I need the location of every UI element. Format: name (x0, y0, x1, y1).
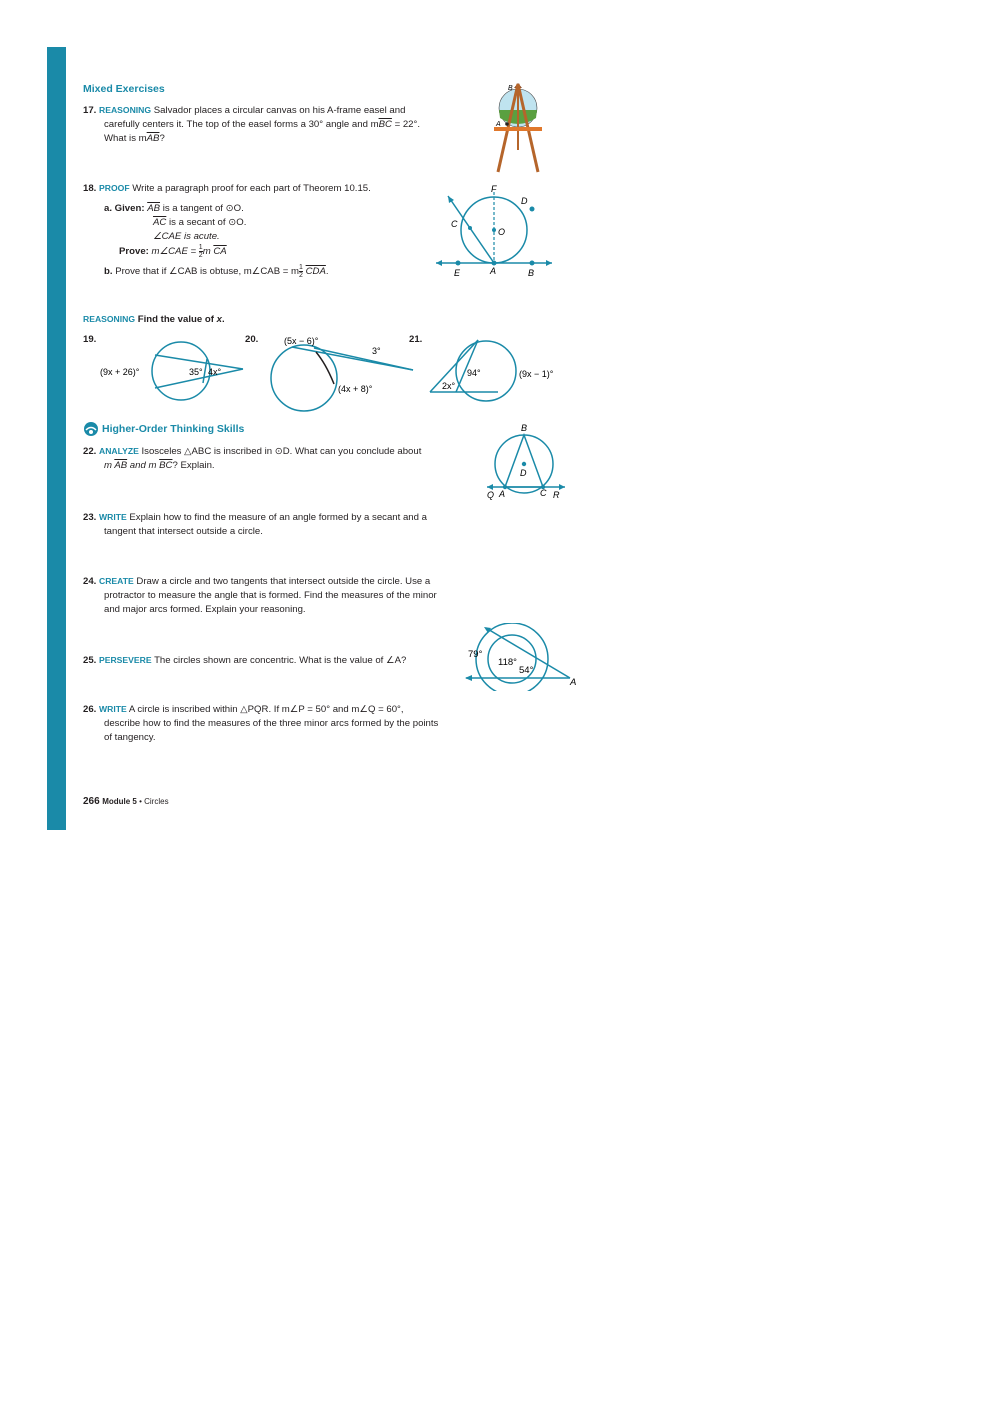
problem-text: Write a paragraph proof for each part of Theorem 10.15. (132, 183, 371, 194)
problem-tag: CREATE (99, 576, 134, 586)
problem-text: carefully centers it. The top of the easel forms a 30° angle and m (104, 119, 379, 130)
problem-17 (83, 103, 483, 146)
point-d (522, 462, 526, 466)
problem-number: 22. (83, 446, 97, 457)
part-b-end: . (325, 266, 329, 278)
sidebar-stripe (47, 47, 66, 830)
given-text: is a secant of ⊙O. (169, 217, 247, 228)
given-text: is a tangent of ⊙O. (162, 203, 244, 214)
label-a: A (490, 266, 497, 276)
fraction-top: 1 (198, 244, 203, 251)
problem-number: 17. (83, 105, 97, 116)
given-text: ∠CAE is acute. (153, 231, 220, 242)
ray-ac: $\overline{AC}$ (153, 217, 167, 228)
prove-text: m∠CAE = (151, 246, 199, 258)
problem-tag: WRITE (99, 512, 127, 522)
label-a: A (570, 677, 577, 688)
figure-19 (95, 332, 250, 412)
arrow-icon (448, 196, 454, 203)
problem-text: and m (127, 460, 160, 471)
module-label: Module 5 (102, 797, 137, 806)
reasoning-var: x (216, 314, 222, 325)
problem-text: The circles shown are concentric. What is the value of ∠A? (154, 655, 407, 666)
label-d: D (520, 468, 527, 478)
arrow-left-icon (436, 260, 442, 266)
label-c: C (540, 488, 547, 498)
label-b: B (508, 85, 513, 92)
label-a: A (499, 489, 506, 499)
problem-tag: REASONING (99, 105, 152, 115)
problem-text: and major arcs formed. Explain your reasoning. (104, 604, 306, 615)
label-r: R (553, 490, 560, 500)
hots-title: Higher-Order Thinking Skills (102, 423, 245, 435)
arc-highlight (316, 352, 334, 384)
problem-number: 25. (83, 655, 97, 666)
label-b: B (521, 423, 528, 433)
problem-text: tangent that intersect outside a circle. (104, 526, 263, 537)
arc-bc: $\overline{BC}$ (159, 460, 173, 471)
secant-2 (314, 348, 413, 370)
circle (271, 345, 337, 411)
label-o: O (498, 227, 506, 237)
prove-text: m (202, 246, 211, 258)
reasoning-text: Find the value of (137, 314, 217, 325)
easel-shelf (494, 127, 542, 131)
part-b-label: b. (104, 266, 113, 278)
problem-tag: WRITE (99, 704, 127, 714)
label-q: Q (487, 490, 495, 500)
arrow-right-icon (546, 260, 552, 266)
easel-figure (490, 80, 550, 175)
hots-header (83, 421, 244, 437)
footer-separator: • (136, 797, 145, 806)
prove-label: Prove: (119, 246, 149, 258)
reasoning-header (83, 312, 225, 327)
problem-26 (83, 702, 503, 745)
point-a (505, 122, 509, 126)
label-f: F (491, 184, 497, 194)
problem-tag: PROOF (99, 183, 130, 193)
label-b: B (528, 268, 535, 278)
point-o (492, 228, 496, 232)
label-2x: 2x° (442, 381, 456, 391)
label-3: 3° (372, 346, 381, 356)
given-label: a. Given: (104, 203, 145, 214)
triangle-abc (505, 435, 543, 487)
part-b-text: Prove that if ∠CAB is obtuse, m∠CAB = m (115, 266, 300, 278)
problem-text: m (104, 460, 115, 471)
point-a (492, 261, 497, 266)
problem-number: 24. (83, 576, 97, 587)
point-b (530, 261, 535, 266)
problem-18 (83, 181, 443, 279)
problem-22 (83, 444, 483, 473)
figure-22 (483, 420, 573, 502)
arc-ab: $\overline{AB}$ (146, 133, 160, 144)
arc-bc: $\overline{BC}$ (378, 119, 392, 130)
label-c: C (451, 219, 458, 229)
problem-text: Draw a circle and two tangents that intersect outside the circle. Use a (136, 576, 431, 587)
problem-text: A circle is inscribed within △PQR. If m∠P = 50° and m∠Q = 60°, (128, 704, 404, 715)
label-9x26: (9x + 26)° (100, 367, 140, 377)
figure-20 (262, 332, 417, 414)
fraction-top: 1 (299, 264, 303, 272)
problem-25 (83, 653, 463, 668)
point-d (530, 207, 535, 212)
reasoning-end: . (221, 314, 225, 325)
problem-text: ? (159, 133, 165, 144)
page-number: 266 (83, 796, 100, 807)
label-4x: 4x° (208, 367, 222, 377)
arrow-left-icon (465, 675, 472, 681)
arc-ab: $\overline{AB}$ (114, 460, 128, 471)
hots-icon (83, 421, 99, 437)
problem-text: describe how to find the measures of the three minor arcs formed by the points (104, 718, 439, 729)
problem-text: What is m (104, 133, 147, 144)
problem-text: Isosceles △ABC is inscribed in ⊙D. What can you conclude about (141, 446, 422, 457)
problem-text: protractor to measure the angle that is formed. Find the measures of the minor (104, 590, 437, 601)
label-94: 94° (467, 368, 481, 378)
label-35: 35° (189, 367, 203, 377)
label-118: 118° (498, 657, 517, 668)
label-9x-1: (9x − 1)° (519, 369, 554, 379)
problem-text: ? Explain. (172, 460, 215, 471)
figure-18 (430, 180, 560, 280)
section-title: Mixed Exercises (83, 83, 165, 95)
label-e: E (454, 268, 461, 278)
label-a: A (496, 121, 501, 128)
problem-23 (83, 510, 493, 539)
label-d: D (521, 196, 528, 206)
figure-21 (428, 332, 568, 412)
figure-19-number: 19. (83, 334, 97, 345)
problem-text: Explain how to find the measure of an angle formed by a secant and a (129, 512, 427, 523)
problem-text: of tangency. (104, 732, 156, 743)
label-54: 54° (519, 665, 534, 676)
arc-ca: $\overline{CA}$ (213, 246, 227, 258)
figure-21-number: 21. (409, 334, 423, 345)
line-ab: $\overline{AB}$ (147, 203, 161, 214)
problem-number: 26. (83, 704, 97, 715)
label-4x8: (4x + 8)° (338, 384, 373, 394)
fraction-bottom: 2 (299, 272, 303, 280)
figure-20-number: 20. (245, 334, 259, 345)
problem-text: = 22°. (391, 119, 421, 130)
point-e (456, 261, 461, 266)
problem-tag: PERSEVERE (99, 655, 152, 665)
problem-number: 18. (83, 183, 97, 194)
problem-24 (83, 574, 503, 617)
figure-25 (462, 623, 582, 691)
problem-text: Salvador places a circular canvas on his A-frame easel and (153, 105, 406, 116)
label-5x-6: (5x − 6)° (284, 336, 319, 346)
problem-number: 23. (83, 512, 97, 523)
arrow-right-icon (559, 484, 565, 490)
reasoning-tag: REASONING (83, 314, 136, 324)
label-79: 79° (468, 649, 483, 660)
topic-label: Circles (144, 797, 169, 806)
page-footer (83, 796, 169, 807)
arc-cda: $\overline{CDA}$ (305, 266, 326, 278)
point-c (468, 226, 472, 230)
fraction-bottom: 2 (198, 252, 203, 259)
problem-tag: ANALYZE (99, 446, 139, 456)
